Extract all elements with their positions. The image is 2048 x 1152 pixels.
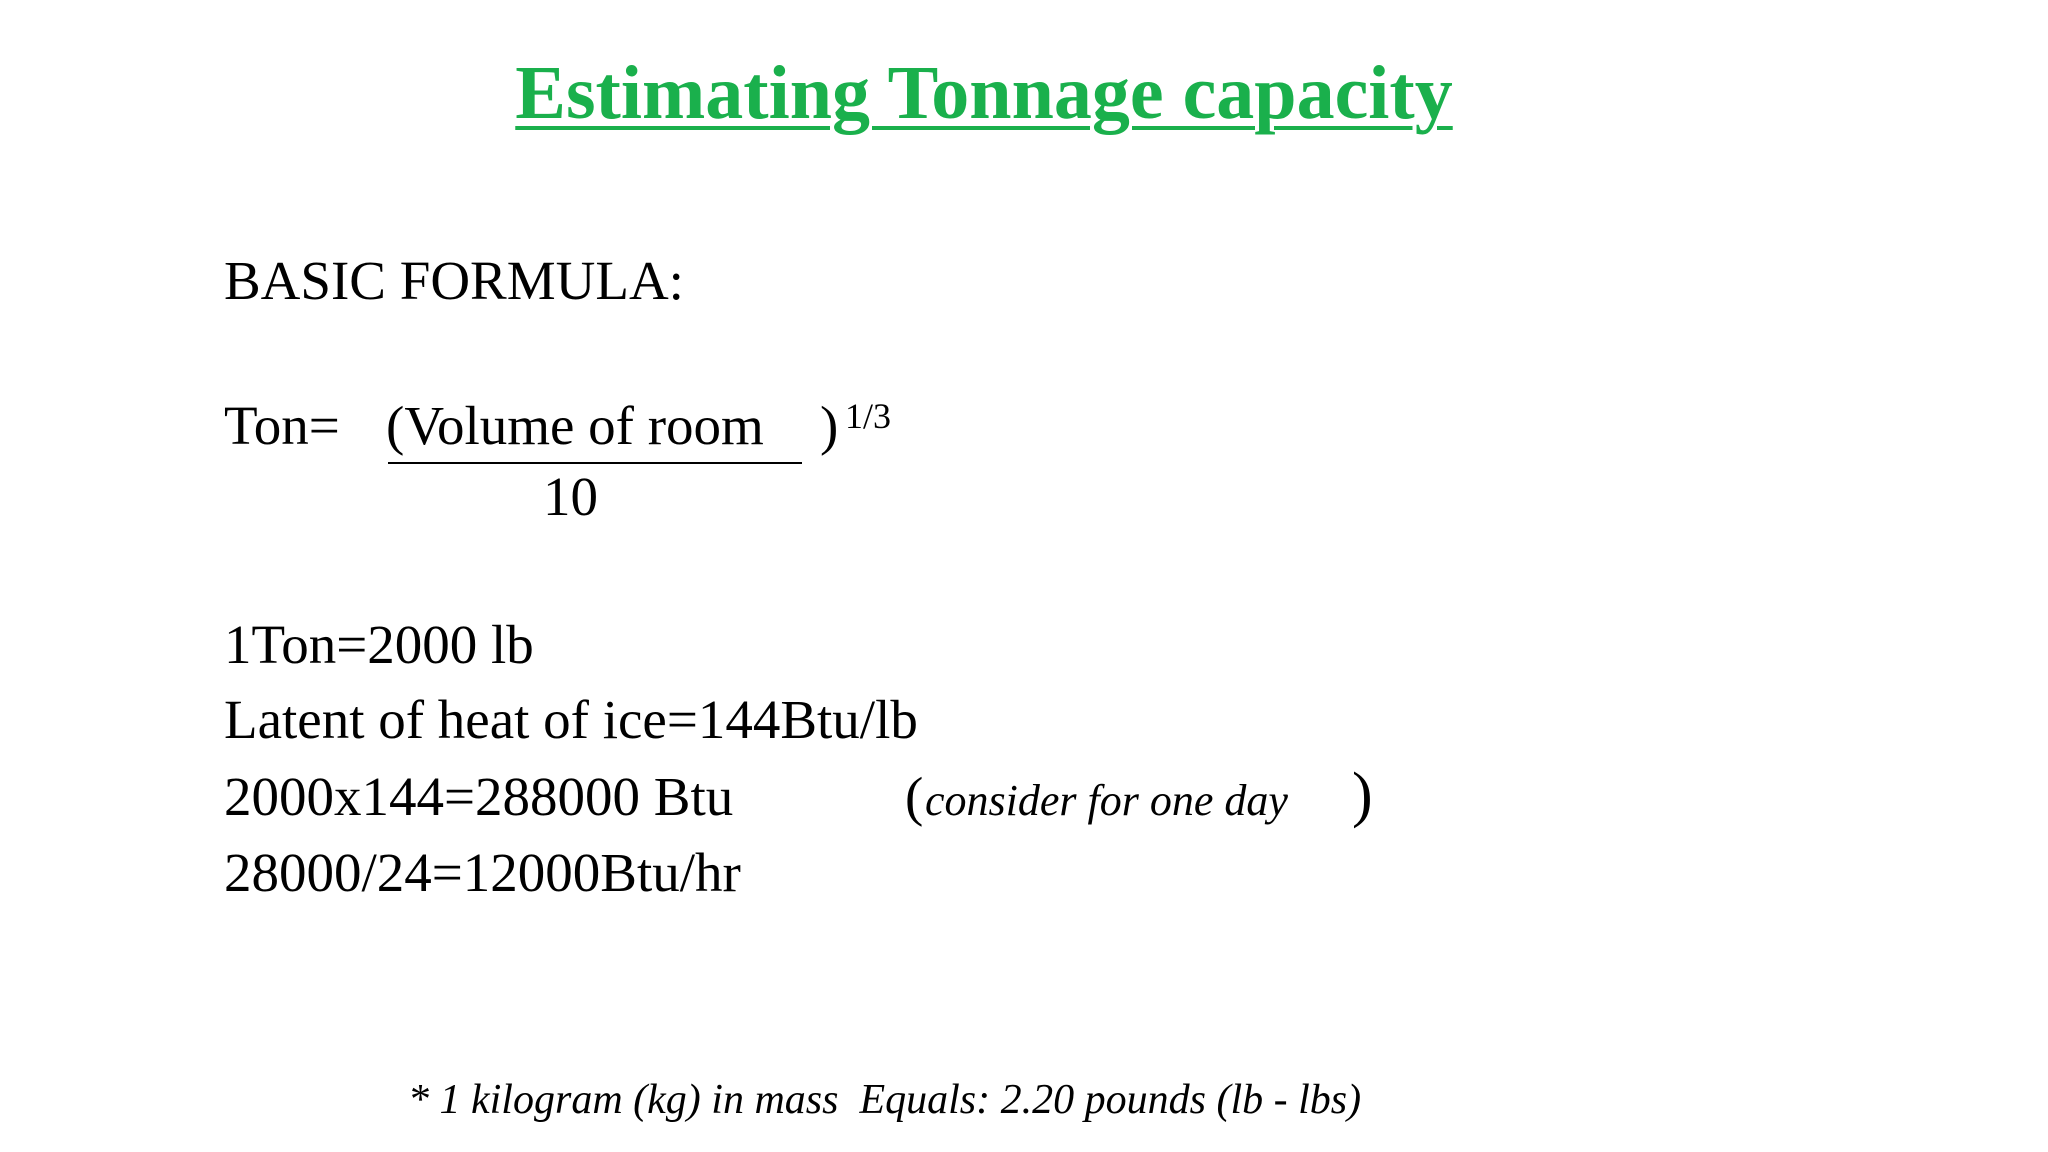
slide-title: Estimating Tonnage capacity (515, 51, 1453, 135)
note-paren-open: ( (905, 766, 924, 827)
note-text: consider for one day (925, 776, 1288, 825)
formula-numerator: (Volume of room (386, 395, 764, 456)
fact-ton-pounds: 1Ton=2000 lb (224, 614, 534, 675)
footnote: * 1 kilogram (kg) in mass Equals: 2.20 pounds (lb - lbs) (408, 1077, 1362, 1123)
formula-denominator: 10 (543, 466, 598, 527)
fact-hourly-btu: 28000/24=12000Btu/hr (224, 842, 741, 903)
formula-exponent: 1/3 (845, 396, 892, 436)
formula-heading: BASIC FORMULA: (224, 250, 684, 311)
formula-paren-close: ) (820, 395, 839, 456)
note-paren-close: ) (1352, 761, 1373, 829)
formula-lhs: Ton= (224, 395, 340, 456)
fact-daily-btu: 2000x144=288000 Btu (224, 766, 734, 827)
fact-latent-heat: Latent of heat of ice=144Btu/lb (224, 689, 918, 750)
